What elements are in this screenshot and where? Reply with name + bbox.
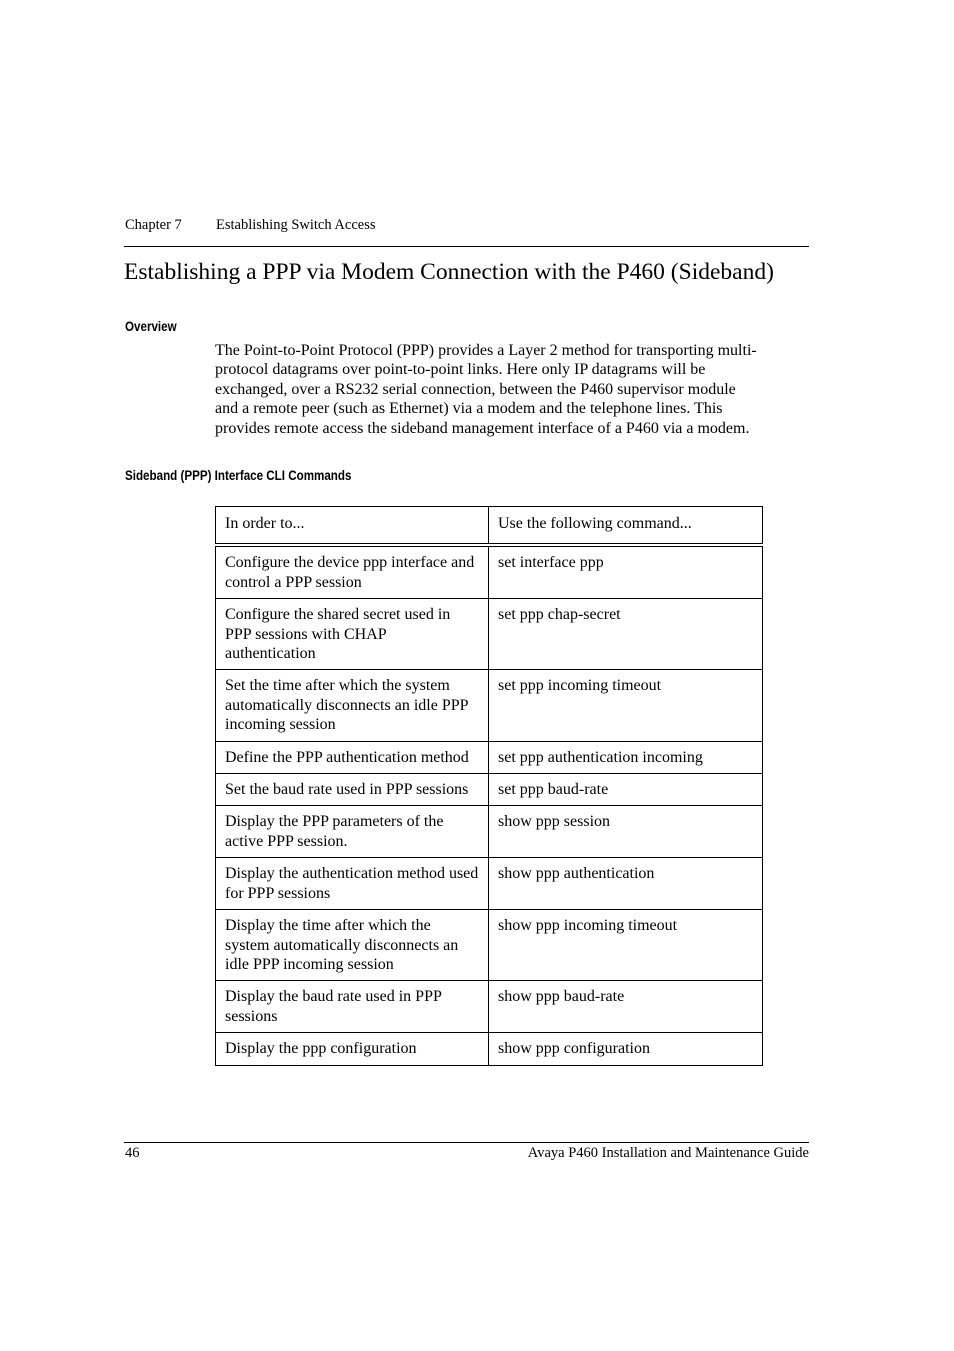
running-header	[125, 216, 809, 234]
purpose-cell: Display the baud rate used in PPP sessions	[216, 981, 489, 1033]
table-row	[216, 599, 763, 670]
table-row	[216, 981, 763, 1033]
command-cell: show ppp session	[489, 806, 763, 858]
overview-line: protocol datagrams over point-to-point links. Here only IP datagrams will be	[215, 361, 706, 379]
overview-line: exchanged, over a RS232 serial connection, between the P460 supervisor module	[215, 380, 736, 398]
command-cell: show ppp baud-rate	[489, 981, 763, 1033]
overview-heading: Overview	[125, 319, 177, 334]
command-cell: show ppp incoming timeout	[489, 910, 763, 981]
command-cell: set ppp incoming timeout	[489, 670, 763, 741]
footer-rule	[124, 1142, 809, 1143]
table-row	[216, 858, 763, 910]
purpose-cell: Display the PPP parameters of the active PPP session.	[216, 806, 489, 858]
page-number: 46	[125, 1145, 140, 1161]
purpose-cell: Display the authentication method used for PPP sessions	[216, 858, 489, 910]
table-row	[216, 741, 763, 773]
chapter-label: Chapter 7	[125, 217, 182, 233]
purpose-cell: Configure the device ppp interface and control a PPP session	[216, 545, 489, 598]
command-cell: set ppp baud-rate	[489, 774, 763, 806]
command-cell: show ppp authentication	[489, 858, 763, 910]
section-label: Establishing Switch Access	[216, 217, 376, 233]
table-row	[216, 910, 763, 981]
overview-line: and a remote peer (such as Ethernet) via a modem and the telephone lines. This	[215, 400, 723, 418]
purpose-cell: Set the baud rate used in PPP sessions	[216, 774, 489, 806]
overview-line: The Point-to-Point Protocol (PPP) provides a Layer 2 method for transporting multi-	[215, 342, 757, 359]
command-cell: set ppp chap-secret	[489, 599, 763, 670]
purpose-cell: Display the ppp configuration	[216, 1033, 489, 1065]
column-header-purpose: In order to...	[216, 507, 489, 546]
overview-line: provides remote access the sideband management interface of a P460 via a modem.	[215, 419, 750, 437]
command-cell: show ppp configuration	[489, 1033, 763, 1065]
table-row	[216, 806, 763, 858]
command-cell: set interface ppp	[489, 545, 763, 598]
header-rule	[124, 246, 809, 247]
purpose-cell: Define the PPP authentication method	[216, 741, 489, 773]
purpose-cell: Display the time after which the system automatically disconnects an idle PPP incoming session	[216, 910, 489, 981]
table-header-row	[216, 507, 763, 546]
column-header-command: Use the following command...	[489, 507, 763, 546]
page-title: Establishing a PPP via Modem Connection with the P460 (Sideband)	[124, 259, 774, 285]
table-row	[216, 545, 763, 598]
command-cell: set ppp authentication incoming	[489, 741, 763, 773]
overview-paragraph	[215, 341, 815, 438]
table-row	[216, 1033, 763, 1065]
commands-heading: Sideband (PPP) Interface CLI Commands	[125, 468, 352, 483]
table-row	[216, 670, 763, 741]
guide-title: Avaya P460 Installation and Maintenance Guide	[527, 1145, 809, 1161]
table-row	[216, 774, 763, 806]
cli-commands-table	[215, 506, 763, 1066]
purpose-cell: Set the time after which the system automatically disconnects an idle PPP incoming session	[216, 670, 489, 741]
purpose-cell: Configure the shared secret used in PPP sessions with CHAP authentication	[216, 599, 489, 670]
